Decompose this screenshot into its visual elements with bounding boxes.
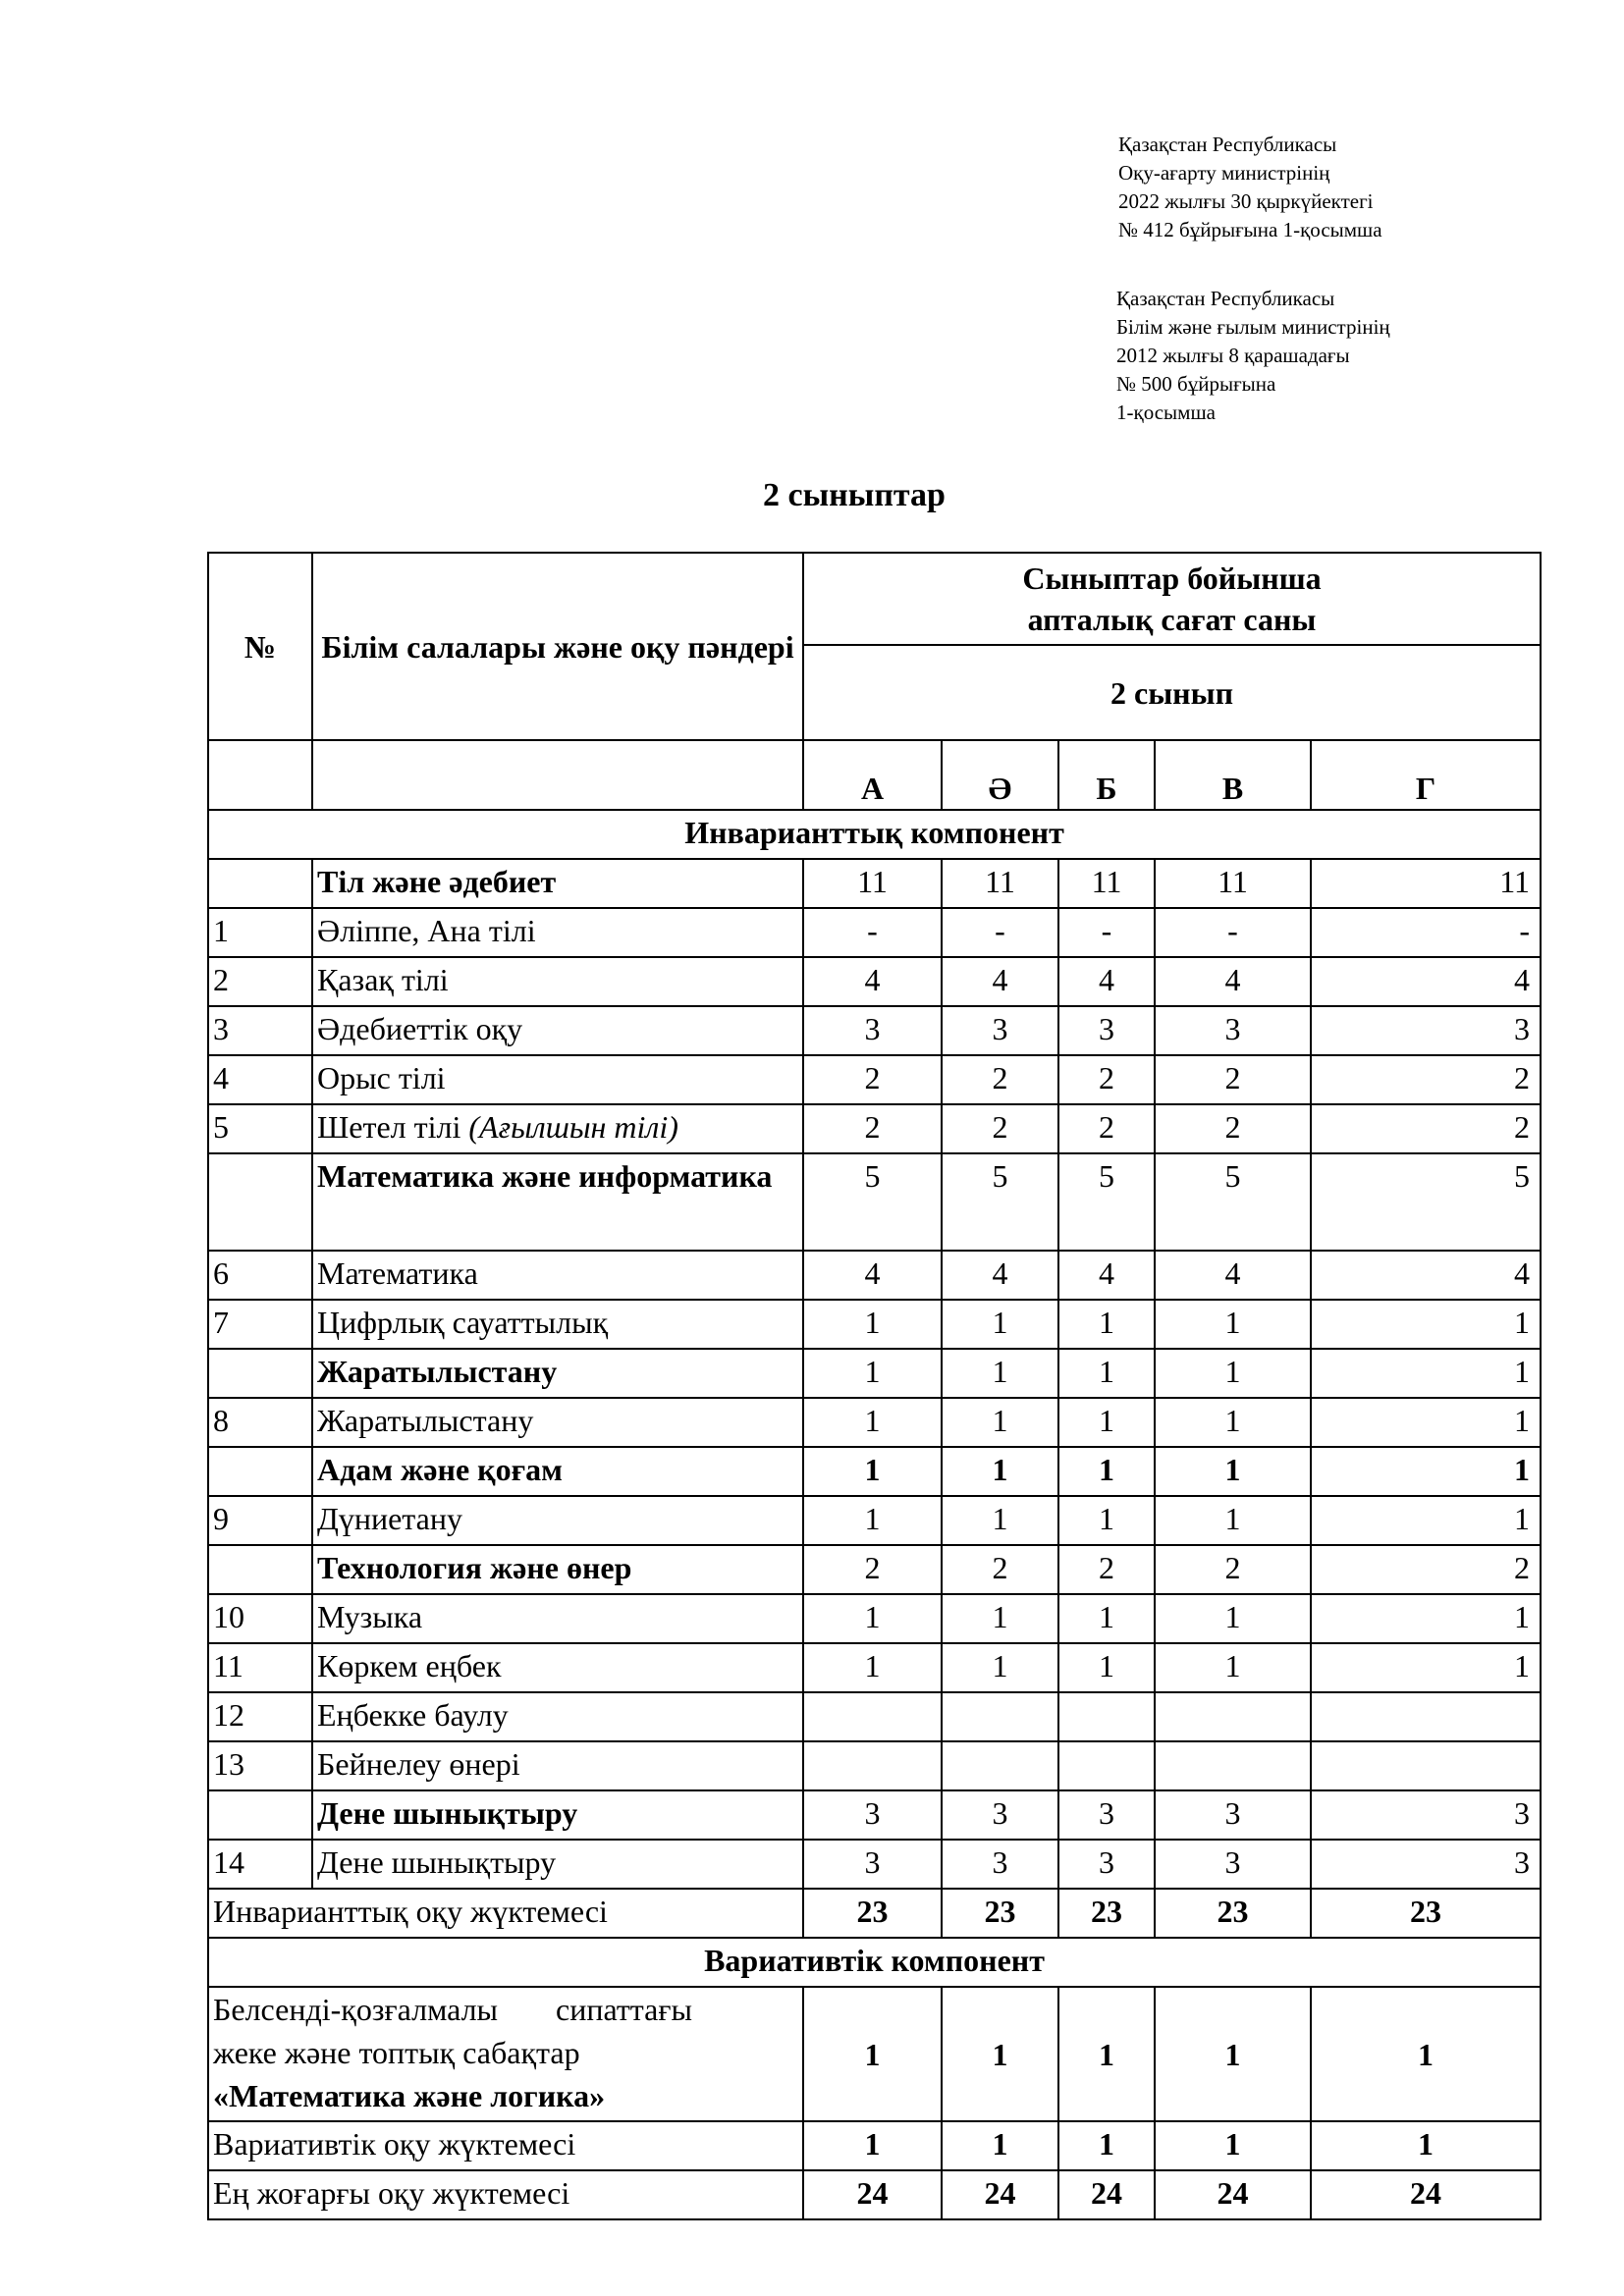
table-row bbox=[208, 957, 1541, 1006]
subject-text: Цифрлық сауаттылық bbox=[317, 1305, 609, 1340]
hours-cell: 2 bbox=[1058, 1104, 1155, 1153]
header-line: 2012 жылғы 8 қарашадағы bbox=[1116, 344, 1350, 367]
table-row bbox=[208, 1006, 1541, 1055]
table-row bbox=[208, 1153, 1541, 1251]
hours-cell: 1 bbox=[1311, 1447, 1541, 1496]
variative-load-label: Вариативтік оқу жүктемесі bbox=[208, 2121, 803, 2170]
hours-cell bbox=[1155, 1692, 1311, 1741]
subject-name bbox=[312, 1300, 803, 1349]
hours-cell: 1 bbox=[1058, 1398, 1155, 1447]
hours-cell: 3 bbox=[1155, 1840, 1311, 1889]
table-row bbox=[208, 1692, 1541, 1741]
hours-cell: - bbox=[1311, 908, 1541, 957]
invariant-load-label: Инварианттық оқу жүктемесі bbox=[208, 1889, 803, 1938]
max-load-value: 24 bbox=[1311, 2170, 1541, 2219]
hours-cell: 2 bbox=[1058, 1055, 1155, 1104]
table-row bbox=[208, 1055, 1541, 1104]
header-line: 2022 жылғы 30 қыркүйектегі bbox=[1118, 189, 1374, 213]
header-line: № 500 бұйрығына bbox=[1116, 372, 1276, 396]
hours-cell: 3 bbox=[1311, 1006, 1541, 1055]
page-title: 2 сыныптар bbox=[763, 477, 946, 513]
variative-section-title: Вариативтік компонент bbox=[208, 1938, 1541, 1987]
class-letter: А bbox=[803, 740, 942, 810]
hours-cell: 3 bbox=[942, 1790, 1058, 1840]
invariant-section-title: Инварианттық компонент bbox=[208, 810, 1541, 859]
table-row bbox=[208, 1496, 1541, 1545]
hours-cell bbox=[1311, 1741, 1541, 1790]
header-row bbox=[208, 553, 1541, 645]
row-number: 6 bbox=[208, 1251, 312, 1300]
subject-text: Көркем еңбек bbox=[317, 1648, 502, 1683]
hours-cell: 4 bbox=[803, 1251, 942, 1300]
hours-cell: 1 bbox=[942, 1447, 1058, 1496]
hours-cell: 1 bbox=[942, 1349, 1058, 1398]
hours-cell: 5 bbox=[803, 1153, 942, 1251]
hours-cell bbox=[1058, 1741, 1155, 1790]
subject-name bbox=[312, 1398, 803, 1447]
invariant-load-value: 23 bbox=[803, 1889, 942, 1938]
hours-cell: 1 bbox=[1311, 1594, 1541, 1643]
hours-cell bbox=[1311, 1692, 1541, 1741]
subject-text: Әдебиеттік оқу bbox=[317, 1011, 523, 1046]
variative-section-row bbox=[208, 1938, 1541, 1987]
max-load-value: 24 bbox=[942, 2170, 1058, 2219]
table-row bbox=[208, 1349, 1541, 1398]
hours-cell: 1 bbox=[803, 1594, 942, 1643]
hours-cell: 2 bbox=[1155, 1104, 1311, 1153]
hours-cell: - bbox=[803, 908, 942, 957]
subject-name bbox=[312, 1104, 803, 1153]
variative-hours-value: 1 bbox=[942, 1987, 1058, 2121]
hours-cell: 3 bbox=[803, 1790, 942, 1840]
hours-cell: 1 bbox=[1311, 1349, 1541, 1398]
hours-cell: 4 bbox=[1311, 957, 1541, 1006]
header-line: Қазақстан Республикасы bbox=[1118, 133, 1337, 156]
hours-cell: 2 bbox=[1155, 1545, 1311, 1594]
subject-name bbox=[312, 1692, 803, 1741]
hours-cell: 5 bbox=[1155, 1153, 1311, 1251]
hours-cell: - bbox=[1155, 908, 1311, 957]
variative-hours-value: 1 bbox=[803, 1987, 942, 2121]
row-number bbox=[208, 1790, 312, 1840]
subject-text: Музыка bbox=[317, 1599, 423, 1634]
hours-cell: 1 bbox=[942, 1643, 1058, 1692]
hours-cell: 3 bbox=[942, 1006, 1058, 1055]
subject-name bbox=[312, 1643, 803, 1692]
row-number: 1 bbox=[208, 908, 312, 957]
hours-cell: 1 bbox=[942, 1300, 1058, 1349]
row-number: 10 bbox=[208, 1594, 312, 1643]
hours-cell: 1 bbox=[803, 1496, 942, 1545]
invariant-load-value: 23 bbox=[1155, 1889, 1311, 1938]
hours-cell: 4 bbox=[803, 957, 942, 1006]
max-load-row bbox=[208, 2170, 1541, 2219]
row-number bbox=[208, 1545, 312, 1594]
subject-text: Қазақ тілі bbox=[317, 962, 449, 997]
hours-cell: 1 bbox=[1155, 1496, 1311, 1545]
row-number: 9 bbox=[208, 1496, 312, 1545]
row-number: 8 bbox=[208, 1398, 312, 1447]
hours-cell bbox=[803, 1692, 942, 1741]
row-number bbox=[208, 1153, 312, 1251]
subject-name bbox=[312, 1251, 803, 1300]
hours-cell: 1 bbox=[1311, 1398, 1541, 1447]
hours-cell: 3 bbox=[803, 1840, 942, 1889]
subject-text: Әліппе, Ана тілі bbox=[317, 913, 536, 948]
weekly-hours-line: апталық сағат саны bbox=[1027, 602, 1317, 637]
hours-cell: 4 bbox=[942, 1251, 1058, 1300]
table-row bbox=[208, 1594, 1541, 1643]
header-line: 1-қосымша bbox=[1116, 400, 1216, 424]
hours-cell: 4 bbox=[942, 957, 1058, 1006]
subject-text: Дүниетану bbox=[317, 1501, 462, 1536]
hours-cell: 3 bbox=[1311, 1840, 1541, 1889]
row-number: 12 bbox=[208, 1692, 312, 1741]
invariant-load-row bbox=[208, 1889, 1541, 1938]
hours-cell: 5 bbox=[942, 1153, 1058, 1251]
subject-area-name bbox=[312, 859, 803, 908]
table-row bbox=[208, 1447, 1541, 1496]
subject-text: Адам және қоғам bbox=[317, 1452, 563, 1487]
class-letter: В bbox=[1155, 740, 1311, 810]
subject-text: Еңбекке баулу bbox=[317, 1697, 509, 1733]
row-number: 11 bbox=[208, 1643, 312, 1692]
hours-cell: 11 bbox=[803, 859, 942, 908]
invariant-section-row bbox=[208, 810, 1541, 859]
row-number bbox=[208, 859, 312, 908]
table-row bbox=[208, 1251, 1541, 1300]
row-number: 14 bbox=[208, 1840, 312, 1889]
subject-area-name bbox=[312, 1447, 803, 1496]
row-number: 5 bbox=[208, 1104, 312, 1153]
hours-cell: 4 bbox=[1311, 1251, 1541, 1300]
subject-text: Бейнелеу өнері bbox=[317, 1746, 520, 1782]
order-header-2012 bbox=[1116, 285, 1390, 427]
number-column-header: № bbox=[208, 553, 312, 740]
hours-cell: 4 bbox=[1058, 1251, 1155, 1300]
row-number: 7 bbox=[208, 1300, 312, 1349]
hours-cell: 5 bbox=[1311, 1153, 1541, 1251]
subject-name bbox=[312, 908, 803, 957]
variative-subject-row bbox=[208, 1987, 1541, 2121]
hours-cell: 3 bbox=[1058, 1840, 1155, 1889]
subjects-column-header: Білім салалары және оқу пәндері bbox=[312, 553, 803, 740]
hours-cell bbox=[942, 1692, 1058, 1741]
hours-cell: 1 bbox=[1058, 1496, 1155, 1545]
hours-cell: 2 bbox=[1155, 1055, 1311, 1104]
hours-cell: 1 bbox=[1155, 1300, 1311, 1349]
class-letter: Ә bbox=[942, 740, 1058, 810]
hours-cell: 4 bbox=[1155, 957, 1311, 1006]
hours-cell: 4 bbox=[1058, 957, 1155, 1006]
table-row bbox=[208, 859, 1541, 908]
table-row bbox=[208, 1398, 1541, 1447]
hours-cell: 2 bbox=[942, 1545, 1058, 1594]
hours-cell: 1 bbox=[1058, 1300, 1155, 1349]
empty-cell bbox=[312, 740, 803, 810]
grade-header: 2 сынып bbox=[803, 645, 1541, 740]
max-load-value: 24 bbox=[1155, 2170, 1311, 2219]
row-number: 3 bbox=[208, 1006, 312, 1055]
hours-cell bbox=[942, 1741, 1058, 1790]
header-line: № 412 бұйрығына 1-қосымша bbox=[1118, 218, 1382, 241]
hours-cell: 11 bbox=[1155, 859, 1311, 908]
hours-cell: 1 bbox=[1311, 1496, 1541, 1545]
subject-name bbox=[312, 1840, 803, 1889]
hours-cell: 3 bbox=[1058, 1006, 1155, 1055]
subject-name bbox=[312, 957, 803, 1006]
hours-cell: 11 bbox=[942, 859, 1058, 908]
subject-text: Дене шынықтыру bbox=[317, 1795, 578, 1831]
variative-load-value: 1 bbox=[942, 2121, 1058, 2170]
hours-cell: 4 bbox=[1155, 1251, 1311, 1300]
invariant-load-value: 23 bbox=[1311, 1889, 1541, 1938]
subject-text: Дене шынықтыру bbox=[317, 1844, 557, 1880]
header-line: Оқу-ағарту министрінің bbox=[1118, 161, 1330, 185]
order-header-2022 bbox=[1118, 131, 1382, 244]
hours-cell: 1 bbox=[803, 1447, 942, 1496]
hours-cell: 1 bbox=[942, 1398, 1058, 1447]
variative-hours-value: 1 bbox=[1058, 1987, 1155, 2121]
weekly-hours-line: Сыныптар бойынша bbox=[1022, 561, 1322, 596]
subject-name bbox=[312, 1594, 803, 1643]
curriculum-table bbox=[207, 552, 1542, 2220]
variative-subject-name bbox=[208, 1987, 803, 2121]
variative-load-row bbox=[208, 2121, 1541, 2170]
hours-cell bbox=[1058, 1692, 1155, 1741]
hours-cell: 11 bbox=[1311, 859, 1541, 908]
variative-load-value: 1 bbox=[1058, 2121, 1155, 2170]
table-row bbox=[208, 1104, 1541, 1153]
hours-cell: 3 bbox=[1155, 1790, 1311, 1840]
hours-cell: 1 bbox=[1155, 1398, 1311, 1447]
hours-cell: 11 bbox=[1058, 859, 1155, 908]
hours-cell: 1 bbox=[1311, 1643, 1541, 1692]
hours-cell: 2 bbox=[1311, 1104, 1541, 1153]
subject-text: Технология және өнер bbox=[317, 1550, 632, 1585]
hours-cell: 2 bbox=[942, 1104, 1058, 1153]
header-line: Білім және ғылым министрінің bbox=[1116, 315, 1390, 339]
subject-area-name bbox=[312, 1349, 803, 1398]
hours-cell: 3 bbox=[803, 1006, 942, 1055]
subject-text: Тіл және әдебиет bbox=[317, 864, 557, 899]
hours-cell: 3 bbox=[1311, 1790, 1541, 1840]
hours-cell: 1 bbox=[803, 1349, 942, 1398]
hours-cell: 1 bbox=[1058, 1594, 1155, 1643]
variative-subject-title: «Математика және логика» bbox=[213, 2078, 606, 2113]
variative-hours-value: 1 bbox=[1155, 1987, 1311, 2121]
empty-cell bbox=[208, 740, 312, 810]
hours-cell: 1 bbox=[1155, 1447, 1311, 1496]
subject-text: Шетел тілі bbox=[317, 1109, 461, 1145]
hours-cell: 3 bbox=[1058, 1790, 1155, 1840]
subject-text: Математика және информатика bbox=[317, 1158, 773, 1194]
hours-cell: 1 bbox=[1311, 1300, 1541, 1349]
invariant-load-value: 23 bbox=[942, 1889, 1058, 1938]
hours-cell: 3 bbox=[1155, 1006, 1311, 1055]
variative-subject-text: Белсенді-қозғалмалы сипаттағы жеке және топтық сабақтар bbox=[213, 1992, 692, 2070]
hours-cell: 1 bbox=[803, 1398, 942, 1447]
subject-name bbox=[312, 1055, 803, 1104]
hours-cell: 2 bbox=[803, 1545, 942, 1594]
hours-cell: 1 bbox=[803, 1300, 942, 1349]
hours-cell: - bbox=[942, 908, 1058, 957]
subject-name bbox=[312, 1741, 803, 1790]
hours-cell: 2 bbox=[1311, 1545, 1541, 1594]
hours-cell: 1 bbox=[1058, 1643, 1155, 1692]
hours-cell: 2 bbox=[803, 1055, 942, 1104]
header-line: Қазақстан Республикасы bbox=[1116, 287, 1335, 310]
subject-text: Жаратылыстану bbox=[317, 1403, 534, 1438]
hours-cell: 3 bbox=[942, 1840, 1058, 1889]
hours-cell: 1 bbox=[942, 1594, 1058, 1643]
weekly-hours-header bbox=[803, 553, 1541, 645]
variative-load-value: 1 bbox=[1311, 2121, 1541, 2170]
variative-load-value: 1 bbox=[1155, 2121, 1311, 2170]
table-row bbox=[208, 908, 1541, 957]
row-number bbox=[208, 1447, 312, 1496]
max-load-value: 24 bbox=[803, 2170, 942, 2219]
class-letters-row bbox=[208, 740, 1541, 810]
subject-text: Орыс тілі bbox=[317, 1060, 446, 1095]
table-row bbox=[208, 1300, 1541, 1349]
variative-load-value: 1 bbox=[803, 2121, 942, 2170]
max-load-value: 24 bbox=[1058, 2170, 1155, 2219]
hours-cell: 1 bbox=[1058, 1349, 1155, 1398]
subject-name bbox=[312, 1496, 803, 1545]
row-number bbox=[208, 1349, 312, 1398]
table-row bbox=[208, 1840, 1541, 1889]
class-letter: Г bbox=[1311, 740, 1541, 810]
invariant-load-value: 23 bbox=[1058, 1889, 1155, 1938]
subject-name bbox=[312, 1006, 803, 1055]
variative-hours-value: 1 bbox=[1311, 1987, 1541, 2121]
row-number: 4 bbox=[208, 1055, 312, 1104]
hours-cell: 1 bbox=[1155, 1643, 1311, 1692]
hours-cell: 2 bbox=[803, 1104, 942, 1153]
hours-cell: 2 bbox=[1058, 1545, 1155, 1594]
hours-cell bbox=[803, 1741, 942, 1790]
subject-text: Математика bbox=[317, 1255, 478, 1291]
table-row bbox=[208, 1790, 1541, 1840]
subject-language-note: (Ағылшын тілі) bbox=[468, 1109, 678, 1145]
hours-cell: 1 bbox=[1155, 1594, 1311, 1643]
subject-area-name bbox=[312, 1153, 803, 1251]
hours-cell: 1 bbox=[1058, 1447, 1155, 1496]
hours-cell: 1 bbox=[803, 1643, 942, 1692]
hours-cell bbox=[1155, 1741, 1311, 1790]
subject-area-name bbox=[312, 1790, 803, 1840]
hours-cell: - bbox=[1058, 908, 1155, 957]
hours-cell: 1 bbox=[942, 1496, 1058, 1545]
hours-cell: 5 bbox=[1058, 1153, 1155, 1251]
max-load-label: Ең жоғарғы оқу жүктемесі bbox=[208, 2170, 803, 2219]
table-row bbox=[208, 1643, 1541, 1692]
table-row bbox=[208, 1545, 1541, 1594]
class-letter: Б bbox=[1058, 740, 1155, 810]
table-row bbox=[208, 1741, 1541, 1790]
hours-cell: 2 bbox=[1311, 1055, 1541, 1104]
row-number: 13 bbox=[208, 1741, 312, 1790]
hours-cell: 2 bbox=[942, 1055, 1058, 1104]
subject-text: Жаратылыстану bbox=[317, 1354, 558, 1389]
hours-cell: 1 bbox=[1155, 1349, 1311, 1398]
row-number: 2 bbox=[208, 957, 312, 1006]
subject-area-name bbox=[312, 1545, 803, 1594]
